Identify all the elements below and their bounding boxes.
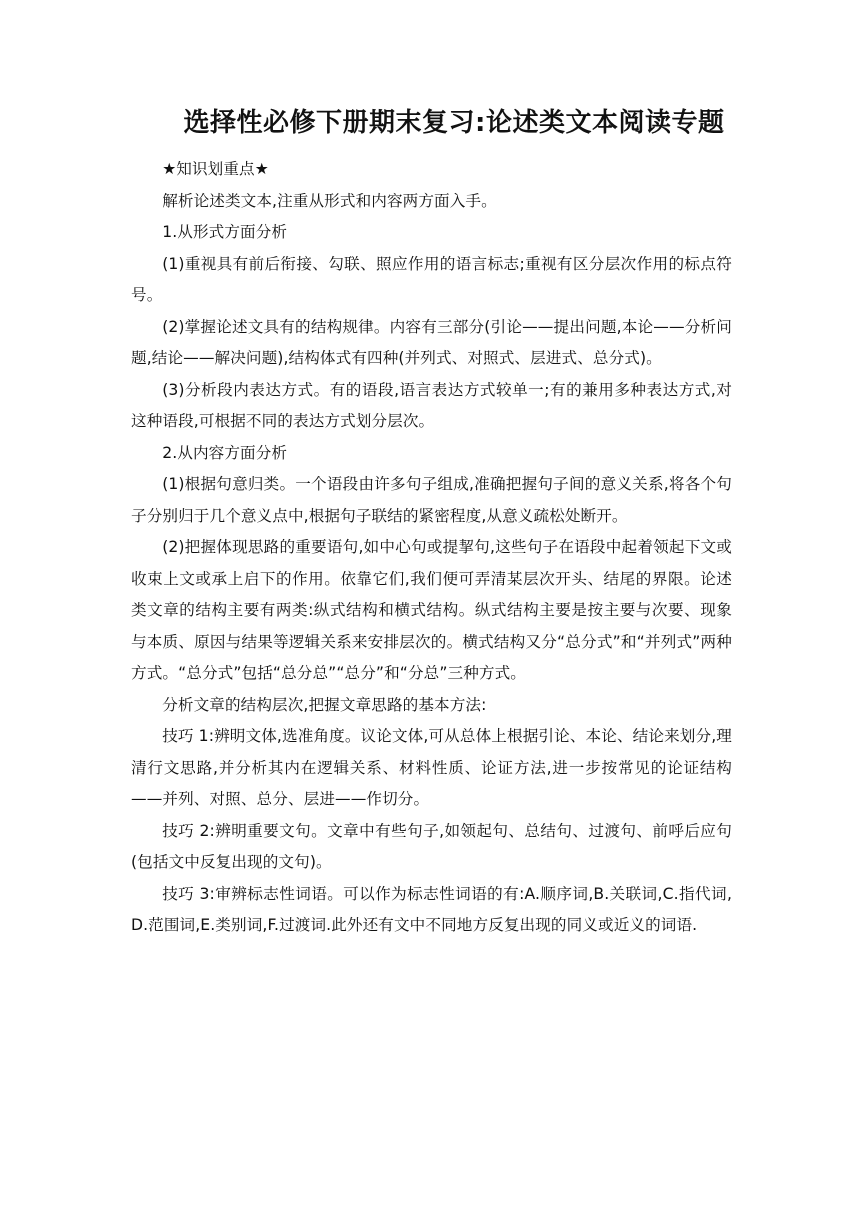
technique-1: 技巧 1:辨明文体,选准角度。议论文体,可从总体上根据引论、本论、结论来划分,理清行文思路,并分析其内在逻辑关系、材料性质、论证方法,进一步按常见的论证结构——并列、对照、总分、层进——作切分。: [131, 727, 732, 808]
technique-2: 技巧 2:辨明重要文句。文章中有些句子,如领起句、总结句、过渡句、前呼后应句(包括文中反复出现的文句)。: [131, 821, 732, 871]
technique-3: 技巧 3:审辨标志性词语。可以作为标志性词语的有:A.顺序词,B.关联词,C.指代词,D.范围词,E.类别词,F.过渡词.此外还有文中不同地方反复出现的同义或近义的词语.: [131, 884, 732, 934]
section-heading-knowledge: ★知识划重点★: [162, 160, 269, 178]
form-point-1: (1)重视具有前后衔接、勾联、照应作用的语言标志;重视有区分层次作用的标点符号。: [131, 254, 732, 304]
document-page: [131, 98, 732, 942]
document-title: 选择性必修下册期末复习:论述类文本阅读专题: [183, 108, 725, 138]
content-point-1: (1)根据句意归类。一个语段由许多句子组成,准确把握句子间的意义关系,将各个句子分别归于几个意义点中,根据句子联结的紧密程度,从意义疏松处断开。: [131, 475, 732, 525]
content-point-2: (2)把握体现思路的重要语句,如中心句或提挈句,这些句子在语段中起着领起下文或收束上文或承上启下的作用。依靠它们,我们便可弄清某层次开头、结尾的界限。论述类文章的结构主要有两类:纵式结构和横式结构。纵式结构主要是按主要与次要、现象与本质、原因与结果等逻辑关系来安排层次的。横式结构又分“总分式”和“并列式”两种方式。“总分式”包括“总分总”“总分”和“分总”三种方式。: [131, 538, 732, 682]
heading-form-analysis: 1.从形式方面分析: [162, 223, 288, 241]
form-point-3: (3)分析段内表达方式。有的语段,语言表达方式较单一;有的兼用多种表达方式,对这种语段,可根据不同的表达方式划分层次。: [131, 380, 732, 430]
form-point-2: (2)掌握论述文具有的结构规律。内容有三部分(引论——提出问题,本论——分析问题,结论——解决问题),结构体式有四种(并列式、对照式、层进式、总分式)。: [131, 317, 732, 367]
intro-paragraph: 解析论述类文本,注重从形式和内容两方面入手。: [162, 191, 497, 210]
method-intro: 分析文章的结构层次,把握文章思路的基本方法:: [162, 695, 487, 714]
heading-content-analysis: 2.从内容方面分析: [162, 443, 288, 462]
